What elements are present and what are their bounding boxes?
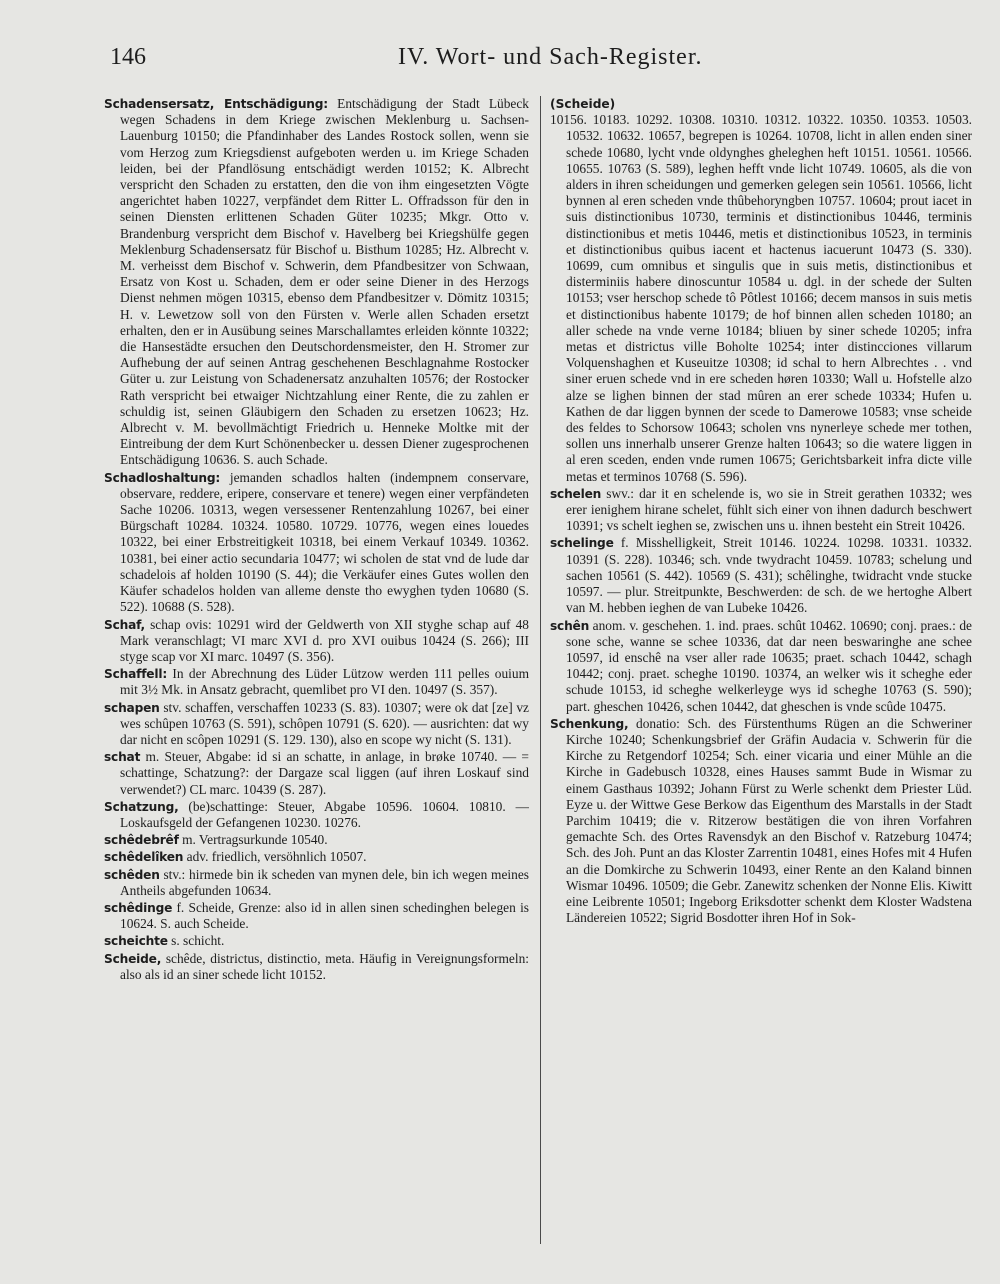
- headword: schelen: [550, 486, 602, 501]
- headword: Schadensersatz, Entschädigung:: [104, 97, 328, 111]
- headword: Schaf,: [104, 617, 145, 632]
- headword: Scheide,: [104, 951, 162, 966]
- entry-scheide-continued: [550, 112, 972, 485]
- entry-text: In der Abrechnung des Lüder Lützow werden 111 pelles ouium mit 3½ Mk. in Ansatz gebracht, quemlibet pro VI den. 10497 (S. 357).: [120, 666, 529, 698]
- page-number: 146: [110, 44, 146, 70]
- left-column: [104, 96, 529, 1246]
- entry-text: donatio: Sch. des Fürstenthums Rügen an die Schweriner Kirche 10240; Schenkungsbrief der Gräfin Audacia v. Schwerin für die Kirche zu Retgendorf 10254; Sch. einer vicaria und einer Mühle an die Kirche in Gadebusch 10328, eines Hauses sammt Bude in Wismar zu einem Gasthaus 10392; Johann Fürst zu Werle schenkt dem Priester Lüd. Eyze u. der Wittwe Gese Berkow das Eigenthum des Marstalls in der Stadt Parchim 10419; die v. Ritzerow bestätigen die von ihren Vorfahren gemachte Sch. des Ortes Ravensdyk an den Bischof v. Ratzeburg 10474; Sch. des Joh. Punt an das Kloster Zarrentin 10481, eines Hofes mit 4 Hufen an die Domkirche zu Schwerin 10493, einer Rente an den Kaland binnen Wismar 10496. 10509; die Gebr. Zanewitz schenken der Nonne Elis. Kiwitt eine Leibrente 10501; Ingeborg Eriksdotter schenkt dem Kloster Wadstena Ländereien 10522; Sigrid Bosdotter ihren Hof in Sok-: [566, 715, 972, 926]
- headword: schapen: [104, 700, 160, 715]
- entry-text: m. Steuer, Abgabe: id si an schatte, in anlage, in brøke 10740. — = schattinge, Schatzung?: der Dargaze scal liggen (auf ihren Loskauf sind verwendet?) CL marc. 10439 (S. 287).: [120, 749, 529, 797]
- entry-text: f. Scheide, Grenze: also id in allen sinen schedinghen belegen is 10624. S. auch Scheide.: [120, 899, 529, 932]
- entry-schatzung: [104, 799, 529, 831]
- headword: schêdinge: [104, 900, 173, 915]
- entry-scheichte: [104, 933, 529, 949]
- entry-text: m. Vertragsurkunde 10540.: [178, 832, 328, 848]
- headword: Schatzung,: [104, 799, 179, 814]
- entry-schaf: [104, 617, 529, 666]
- entry-text: jemanden schadlos halten (indempnem conservare, observare, reddere, eripere, conservare et tenere) wegen einer verpfändeten Sache 10206. 10313, wegen versessener Rentenzahlung 10267, bei einer Bürgschaft 10284. 10324. 10580. 10729. 10776, wegen eines louedes 10322, bei einer Erbstreitigkeit 10318, bei einem Verkauf 10349. 10362. 10381, bei einer actio secundaria 10477; wi scholen de stat vnd de lude dar schadelois af holden 10190 (S. 44); die Verkäufer eines Gutes wollen den Käufer schadelos holden van alleme denste tho ewyghen tyden 10680 (S. 522). 10688 (S. 528).: [120, 469, 529, 615]
- headword: schêden: [104, 867, 160, 882]
- entry-schen: [550, 618, 972, 715]
- headword: schên: [550, 618, 590, 633]
- entry-text: s. schicht.: [167, 933, 225, 949]
- entry-text: f. Misshelligkeit, Streit 10146. 10224. 10298. 10331. 10332. 10391 (S. 228). 10346; sch. vnde twydracht 10459. 10783; schelung und sachen 10561 (S. 442). 10569 (S. 431); schêlinghe, twidracht vnde stucke 10597. — plur. Streitpunkte, Beschwerden: de sch. de we hertoghe Albert van M. hebben ieghen de van Lubeke 10426.: [566, 535, 972, 616]
- headword: Schenkung,: [550, 716, 629, 731]
- entry-text: anom. v. geschehen. 1. ind. praes. schût 10462. 10690; conj. praes.: de sone sche, wanne se schee 10336, dat dar neen beswaringhe ane schee 10597, id enschê na vser aller rade 10635; praet. schach 10442, schagh 10442; conj. praet. scheghe 10190. 10374, an welker wis it scheghe eder schude 10153, id scheghe welkerleyge wys id scheghe 10763 (S. 590); part. gheschen 10426, schen 10442, dat gheschen is vnde scûde 10475.: [566, 617, 972, 714]
- entry-text: schêde, districtus, distinctio, meta. Häufig in Vereignungsformeln: also als id an siner schede licht 10152.: [120, 950, 529, 982]
- headword: scheichte: [104, 934, 168, 949]
- entry-schaffell: [104, 666, 529, 698]
- entry-schedebref: [104, 832, 529, 848]
- column-divider: [540, 96, 541, 1244]
- headword: schat: [104, 750, 141, 765]
- headword: Schaffell:: [104, 667, 168, 682]
- headword: Schadloshaltung:: [104, 470, 221, 485]
- entry-text: 10156. 10183. 10292. 10308. 10310. 10312. 10322. 10350. 10353. 10503. 10532. 10632. 10657, begrepen is 10264. 10708, licht in allen enden siner schede 10680, lycht vnde oldynghes gheleghen heft 10151. 10561. 10566. 10655. 10763 (S. 589), leghen hefft vnde licht 10749. 10605, als die von alders in ihren scheidungen und gemerken gelegen sein 10561. 10566, licht bynnen al eren scheden vnde thûbehoryngben 10757. 10604; prout iacet in suis distinctionibus 10730, terminis et distinctionibus 10446, terminis distinctionibus et metis 10446, metis et distinctionibus 10523, in terminis et distinctionibus quibus iacent et hactenus iacuerunt 10473 (S. 330). 10699, cum omnibus et singulis que in suis metis, distinctionibus et disterminiis habere dinoscuntur 10584 u. dgl. in der schede der Sulten 10153; vser herschop schede tô Pôtlest 10166; decem mansos in suis metis et distinctionibus habente 10179; de hof binnen allen scheden 10180; an aller schede na vnde verne 10184; bliuen by siner schede 10205; infra metas et districtus ville Boholte 10254; inter distincciones villarum Volquenshaghen et Kuseuitze 10308; id schal to hern Albrechtes . . vnd siner eruen schede vnd in ere scheden høren 10330; Wall u. Hofstelle alzo alze se lighen binnen der stad mûren an erer schede 10334; Hufen u. Kathen de dar liggen bynnen der scede to Damerowe 10583; vnse scheide des feldes to Schorsow 10643; scholen vns nynerleye schede mer tothen, sollen uns innerhalb unserer Grenze halten 10643; so die watere liggen in al eren sceden, enden vnde rumen 10675; Gerichtsbarkeit infra dicte ville metas et terminos 10768 (S. 596).: [550, 112, 972, 484]
- entry-text: (be)schattinge: Steuer, Abgabe 10596. 10604. 10810. — Loskaufsgeld der Gefangenen 10230. 10276.: [120, 798, 529, 830]
- continuation-heading: (Scheide): [550, 97, 616, 111]
- entry-schenkung: [550, 716, 972, 927]
- entry-schelen: [550, 486, 972, 535]
- entry-schadloshaltung: [104, 470, 529, 616]
- entry-text: schap ovis: 10291 wird der Geldwerth von XII styghe schap auf 48 Mark veranschlagt; VI marc XVI d. pro XVI ouibus 10424 (S. 266); III styge scap vor XI marc. 10497 (S. 356).: [120, 616, 529, 664]
- entry-text: swv.: dar it en schelende is, wo sie in Streit gerathen 10332; wes erer ienighem hirane schelet, fühlt sich einer von ihnen dadurch beschwert 10391; vs schelt ieghen se, zwischen uns u. ihnen besteht ein Streit 10426.: [566, 485, 972, 534]
- running-header: IV. Wort- und Sach-Register.: [398, 44, 703, 70]
- headword: schêdelîken: [104, 850, 184, 865]
- headword: schêdebrêf: [104, 833, 179, 848]
- right-column: [550, 96, 972, 1246]
- entry-text: adv. friedlich, versöhnlich 10507.: [183, 849, 367, 865]
- entry-text: stv.: hirmede bin ik scheden van mynen dele, bin ich wegen meines Antheils abgefunden 10634.: [120, 866, 529, 898]
- entry-schat: [104, 749, 529, 798]
- entry-schedinge: [104, 900, 529, 932]
- entry-text: Entschädigung der Stadt Lübeck wegen Schadens in dem Kriege zwischen Meklenburg u. Sachsen-Lauenburg 10150; die Pfandinhaber des Landes Rostock sollen, wenn sie vom Herzog zum Kriegsdienst aufgeboten werden u. im Kriege Schaden leiden, bei der Pfandlösung entschädigt werden 10152; K. Albrecht verspricht den Schaden zu erstatten, den die von ihm eingesetzten Vögte angerichtet haben 10227, verpfändet dem Ritter L. Offradsson für den in seinen Diensten erlittenen Schaden Güter 10235; Mkgr. Otto v. Brandenburg verspricht dem Bischof v. Havelberg bei Kriegshülfe gegen Meklenburg Schadensersatz für Bischof u. Bisthum 10285; Hz. Albrecht v. M. verheisst dem Bischof v. Schwerin, dem Pfandbesitzer von Schwaan, Ersatz von Kost u. Schaden, dem er oder seine Diener in des Herzogs Dienst nehmen mögen 10315, ebenso dem Pfandbesitzer v. Dömitz 10315; H. v. Lewetzow soll von den Fürsten v. Werle allen Schaden ersetzt erhalten, den er in Ausübung seines Marschallamtes erleiden könnte 10322; die Hansestädte ersuchen den Deutschordensmeister, den H. Stromer zur Aufhebung der auf seinen Antrag geschehenen Beschlagnahme Rostocker Güter u. zur Leistung von Schadenersatz anzuhalten 10576; der Rostocker Rath verspricht bei etwaiger Nichtzahlung einer Rente, die zu zahlen er schuldig ist, seinen Gläubigern den Schaden zu ersetzen 10623; Hz. Albrecht v. M. bevollmächtigt Friedrich u. Henneke Moltke mit der Eintreibung der dem Kurt Schönenbecker u. dessen Diener zugesprochenen Entschädigung 10636. S. auch Schade.: [120, 96, 529, 468]
- entry-schedeliken: [104, 849, 529, 865]
- entry-schelinge: [550, 535, 972, 616]
- entry-scheide: [104, 951, 529, 983]
- entry-text: stv. schaffen, verschaffen 10233 (S. 83). 10307; were ok dat [ze] vz wes schûpen 10763 (S. 591), schôpen 10791 (S. 620). — ausrichten: dat wy dar nicht en scôpen 10291 (S. 129. 130), also en scope wy nicht (S. 131).: [120, 699, 529, 747]
- entry-schapen: [104, 700, 529, 749]
- headword: schelinge: [550, 536, 614, 551]
- entry-scheden: [104, 867, 529, 899]
- entry-schadensersatz: [104, 96, 529, 469]
